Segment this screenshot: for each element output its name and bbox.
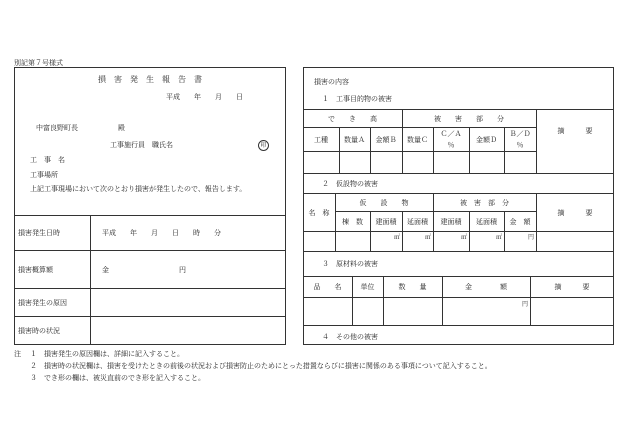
honorific: 殿 <box>118 124 125 132</box>
seal-mark: 印 <box>258 140 269 151</box>
s2-col-amount: 金 額 <box>509 217 531 226</box>
s2-col-name: 名 称 <box>308 208 330 217</box>
form-number: 別記第７号様式 <box>14 59 63 67</box>
s2-unit-sqm: ㎡ <box>460 234 467 241</box>
s3-col-item: 品 名 <box>313 283 342 291</box>
note-item: ２ 損害時の状況欄は、損害を受けたときの前後の状況および損害防止のためにとった措置ならびに損害に関係のある事項について記入すること。 <box>30 362 492 370</box>
s3-unit-yen: 円 <box>521 301 528 308</box>
s2-col-dmg-floor-area: 延面積 <box>476 217 497 226</box>
row-label-datetime: 損害発生日時 <box>18 229 60 237</box>
s1-col-qty-a: 数量Ａ <box>344 135 365 144</box>
s1-col-bd: Ｂ／Ｄ <box>509 130 531 138</box>
s1-col-amt-d: 金額Ｄ <box>476 135 497 144</box>
row-label-situation: 損害時の状況 <box>18 327 60 335</box>
damage-content-heading: 損害の内容 <box>314 78 349 86</box>
section4-title: ４ その他の被害 <box>322 333 378 341</box>
s2-header-remarks: 摘 要 <box>557 208 593 217</box>
section2-title: ２ 仮設物の被害 <box>322 180 378 188</box>
note-item: ３ でき形の欄は、被災直前のでき形を記入すること。 <box>30 374 205 382</box>
s2-col-dmg-building-area: 建面積 <box>440 217 462 226</box>
notes-label: 注 <box>14 350 21 358</box>
addressee: 中富良野町長 <box>36 124 78 132</box>
s3-col-remarks: 摘 要 <box>554 283 590 291</box>
s1-col-bd-unit: ％ <box>516 141 524 149</box>
section3-title: ３ 原材料の被害 <box>322 260 378 268</box>
row-value-datetime: 平成 年 月 日 時 分 <box>102 229 221 237</box>
s1-col-type: 工種 <box>314 135 328 144</box>
row-label-amount: 損害概算額 <box>18 266 53 274</box>
s2-unit-sqm: ㎡ <box>495 234 502 241</box>
s1-col-ca: Ｃ／Ａ <box>440 130 462 138</box>
s1-col-amt-b: 金額Ｂ <box>375 135 397 144</box>
s1-header-damaged: 被 害 部 分 <box>434 114 504 123</box>
s2-unit-yen: 円 <box>527 234 534 241</box>
statement: 上記工事現場において次のとおり損害が発生したので、報告します。 <box>30 185 247 193</box>
row-label-cause: 損害発生の原因 <box>18 299 67 307</box>
s2-col-buildings: 棟 数 <box>342 217 363 226</box>
s2-col-building-area: 建面積 <box>375 217 397 226</box>
report-title: 損 害 発 生 報 告 書 <box>98 75 202 84</box>
s2-col-floor-area: 延面積 <box>407 217 428 226</box>
report-date: 平成 年 月 日 <box>166 93 243 101</box>
note-item: １ 損害発生の原因欄は、詳細に記入すること。 <box>30 350 184 358</box>
s3-col-qty: 数 量 <box>398 283 427 291</box>
s2-header-damaged: 被 害 部 分 <box>460 198 509 207</box>
s2-unit-sqm: ㎡ <box>424 234 431 241</box>
s2-header-temporary: 仮 設 物 <box>359 198 409 207</box>
s3-col-amount: 金 額 <box>465 283 507 291</box>
s1-header-remarks: 摘 要 <box>557 126 593 135</box>
s3-col-unit: 単位 <box>360 283 375 291</box>
s1-col-qty-c: 数量Ｃ <box>407 135 428 144</box>
s1-header-output: で き 高 <box>328 114 377 123</box>
row-value-amount: 金 円 <box>102 266 186 274</box>
project-site-label: 工事場所 <box>30 171 58 179</box>
s2-unit-sqm: ㎡ <box>393 234 400 241</box>
section1-title: １ 工事目的物の被害 <box>322 95 392 103</box>
s1-col-ca-unit: ％ <box>447 141 455 149</box>
submitter: 工事施行員 職氏名 <box>110 141 173 149</box>
project-name-label: 工 事 名 <box>30 156 65 164</box>
